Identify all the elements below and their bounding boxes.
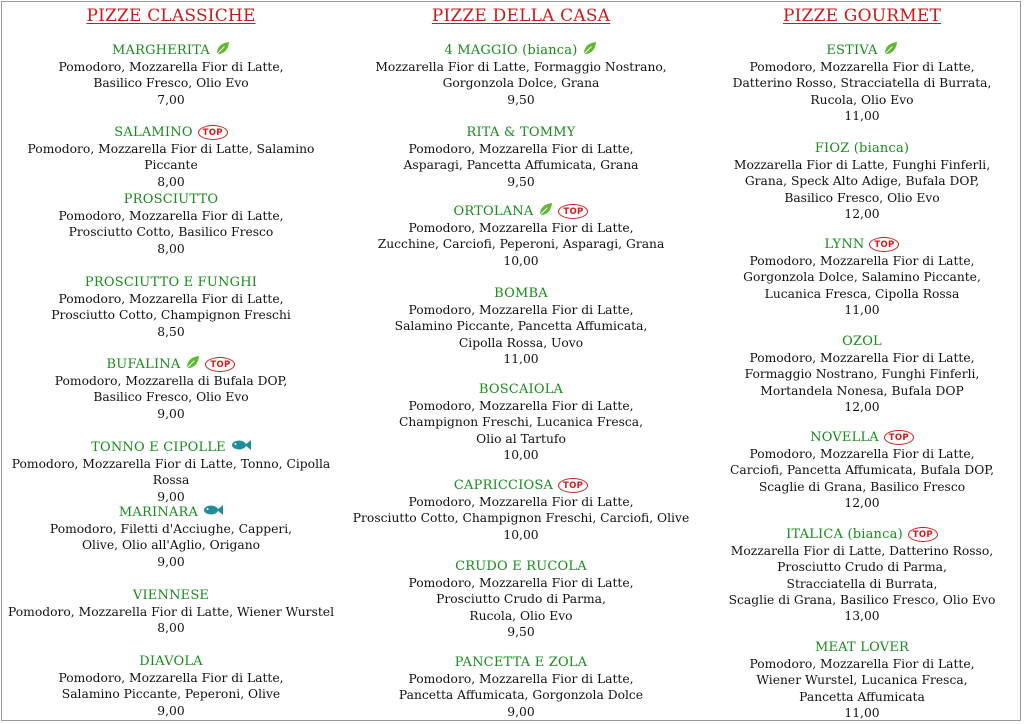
item-price: 9,00 — [157, 406, 185, 421]
item-name-row — [0, 274, 342, 291]
item-name-row — [346, 558, 696, 575]
item-ingredients: Pomodoro, Mozzarella Fior di Latte, — [749, 351, 975, 365]
item-ingredients: Pomodoro, Mozzarella Fior di Latte, — [408, 303, 634, 317]
top-badge: TOP — [205, 357, 235, 372]
item-name: FIOZ (bianca) — [814, 140, 910, 156]
item-name: OZOL — [842, 333, 882, 349]
item-name-row — [0, 191, 342, 208]
menu-item — [346, 558, 696, 640]
item-name-row — [0, 356, 342, 373]
menu-item — [346, 124, 696, 190]
item-price: 11,00 — [844, 302, 880, 317]
item-ingredients: Pancetta Affumicata, Gorgonzola Dolce — [398, 688, 644, 703]
item-ingredients: Grana, Speck Alto Adige, Bufala DOP, — [744, 174, 980, 189]
item-ingredients: Stracciatella di Burrata, — [786, 576, 938, 591]
item-name: MARGHERITA — [112, 42, 210, 58]
item-ingredients: Prosciutto Cotto, Champignon Freschi, Carciofi, Olive — [352, 511, 690, 526]
column-pizze-classiche — [0, 0, 342, 724]
item-name: CRUDO E RUCOLA — [455, 558, 587, 574]
item-price: 12,00 — [844, 495, 880, 510]
item-name: 4 MAGGIO (bianca) — [444, 42, 578, 58]
item-ingredients: Pomodoro, Mozzarella Fior di Latte, — [408, 399, 634, 413]
menu-item — [346, 381, 696, 463]
item-price: 11,00 — [844, 108, 880, 123]
item-ingredients: Pomodoro, Filetti d'Acciughe, Capperi, — [49, 522, 293, 536]
top-badge: TOP — [908, 527, 938, 542]
item-name: MEAT LOVER — [814, 639, 909, 655]
item-price: 10,00 — [503, 447, 539, 462]
item-ingredients: Zucchine, Carciofi, Peperoni, Asparagi, Grana — [377, 237, 665, 252]
item-ingredients: Lucanica Fresca, Cipolla Rossa — [764, 286, 960, 301]
column-title: PIZZE GOURMET — [783, 6, 941, 26]
item-price: 9,00 — [157, 554, 185, 569]
item-name: MARINARA — [118, 504, 199, 520]
item-ingredients: Olio al Tartufo — [476, 431, 566, 446]
item-name-row — [700, 333, 1024, 350]
item-ingredients: Pancetta Affumicata — [799, 689, 925, 704]
item-ingredients: Scaglie di Grana, Basilico Fresco, Olio Evo — [728, 592, 996, 607]
item-name-row — [700, 639, 1024, 656]
item-ingredients: Salamino Piccante, Peperoni, Olive — [61, 687, 281, 702]
item-ingredients: Pomodoro, Mozzarella Fior di Latte, — [408, 221, 634, 235]
item-ingredients: Pomodoro, Mozzarella di Bufala DOP, — [54, 374, 288, 388]
menu-item — [346, 285, 696, 367]
item-ingredients: Pomodoro, Mozzarella Fior di Latte, — [58, 671, 284, 685]
item-ingredients: Pomodoro, Mozzarella Fior di Latte, — [408, 142, 634, 156]
menu-item — [700, 429, 1024, 511]
menu-item — [700, 333, 1024, 415]
item-name: RITA & TOMMY — [466, 124, 576, 140]
menu-item — [700, 526, 1024, 624]
item-ingredients: Pomodoro, Mozzarella Fior di Latte, Wiener Wurstel — [7, 605, 335, 619]
item-name-row — [346, 285, 696, 302]
item-ingredients: Prosciutto Crudo di Parma, — [436, 592, 606, 607]
menu-item — [700, 140, 1024, 222]
menu-item — [346, 42, 696, 108]
item-price: 12,00 — [844, 206, 880, 221]
item-name-row — [0, 504, 342, 521]
menu-item — [0, 439, 342, 505]
item-ingredients: Gorgonzola Dolce, Grana — [442, 76, 600, 91]
item-price: 9,00 — [157, 489, 185, 504]
item-name-row — [700, 236, 1024, 253]
item-ingredients: Asparagi, Pancetta Affumicata, Grana — [403, 158, 639, 173]
menu-item — [700, 639, 1024, 721]
item-ingredients: Pomodoro, Mozzarella Fior di Latte, — [58, 209, 284, 223]
item-name: BOMBA — [494, 285, 548, 301]
menu-item — [0, 124, 342, 190]
menu-item — [700, 42, 1024, 124]
item-ingredients: Scaglie di Grana, Basilico Fresco — [758, 479, 966, 494]
item-name-row — [0, 653, 342, 670]
item-ingredients: Rucola, Olio Evo — [810, 92, 914, 107]
item-price: 9,50 — [507, 174, 535, 189]
item-price: 8,50 — [157, 324, 185, 339]
column-title: PIZZE DELLA CASA — [431, 6, 611, 26]
item-ingredients: Pomodoro, Mozzarella Fior di Latte, — [58, 292, 284, 306]
leaf-icon — [185, 355, 200, 375]
item-price: 10,00 — [503, 253, 539, 268]
item-price: 7,00 — [157, 92, 185, 107]
item-price: 8,00 — [157, 621, 185, 636]
top-badge: TOP — [198, 125, 228, 140]
column-title: PIZZE CLASSICHE — [86, 6, 256, 26]
column-pizze-gourmet — [700, 0, 1024, 724]
fish-icon — [203, 504, 223, 521]
item-price: 12,00 — [844, 399, 880, 414]
item-name: NOVELLA — [810, 429, 879, 445]
leaf-icon — [582, 41, 597, 61]
item-name: PANCETTA E ZOLA — [454, 654, 588, 670]
menu-item — [346, 477, 696, 543]
item-name: ESTIVA — [826, 42, 878, 58]
item-price: 8,00 — [157, 241, 185, 256]
item-name-row — [346, 124, 696, 141]
item-name: BUFALINA — [106, 356, 181, 372]
item-name: ITALICA (bianca) — [786, 526, 903, 542]
item-name: SALAMINO — [114, 124, 193, 140]
item-ingredients: Pomodoro, Mozzarella Fior di Latte, — [408, 672, 634, 686]
item-ingredients: Gorgonzola Dolce, Salamino Piccante, — [743, 270, 981, 285]
item-name-row — [346, 203, 696, 220]
item-ingredients: Pomodoro, Mozzarella Fior di Latte, — [749, 447, 975, 461]
item-name-row — [700, 140, 1024, 157]
item-ingredients: Pomodoro, Mozzarella Fior di Latte, Tonno, Cipolla Rossa — [11, 457, 331, 488]
item-ingredients: Pomodoro, Mozzarella Fior di Latte, — [58, 60, 284, 74]
item-ingredients: Pomodoro, Mozzarella Fior di Latte, — [749, 657, 975, 671]
leaf-icon — [538, 202, 553, 222]
item-price: 11,00 — [844, 705, 880, 720]
menu-item — [0, 653, 342, 719]
item-price: 9,50 — [507, 92, 535, 107]
item-name: VIENNESE — [132, 587, 210, 603]
item-ingredients: Wiener Wurstel, Lucanica Fresca, — [756, 673, 968, 688]
item-name: DIAVOLA — [139, 653, 203, 669]
top-badge: TOP — [884, 430, 914, 445]
item-name: ORTOLANA — [453, 203, 534, 219]
item-name: LYNN — [824, 236, 865, 252]
item-name-row — [700, 526, 1024, 543]
item-name: BOSCAIOLA — [478, 381, 564, 397]
fish-icon — [231, 439, 251, 456]
item-price: 10,00 — [503, 527, 539, 542]
menu-item — [0, 504, 342, 570]
item-ingredients: Basilico Fresco, Olio Evo — [93, 76, 249, 91]
item-price: 8,00 — [157, 174, 185, 189]
top-badge: TOP — [558, 204, 588, 219]
menu-item — [0, 191, 342, 257]
leaf-icon — [883, 41, 898, 61]
item-ingredients: Datterino Rosso, Stracciatella di Burrata, — [732, 76, 992, 91]
item-price: 11,00 — [503, 351, 539, 366]
menu-item — [700, 236, 1024, 318]
menu-item — [346, 203, 696, 269]
item-name: PROSCIUTTO — [123, 191, 219, 207]
item-name-row — [0, 439, 342, 456]
item-price: 9,00 — [507, 704, 535, 719]
menu-item — [0, 356, 342, 422]
item-name-row — [346, 381, 696, 398]
item-ingredients: Pomodoro, Mozzarella Fior di Latte, — [749, 254, 975, 268]
top-badge: TOP — [869, 237, 899, 252]
item-name: PROSCIUTTO E FUNGHI — [84, 274, 258, 290]
item-name: CAPRICCIOSA — [453, 477, 554, 493]
item-ingredients: Salamino Piccante, Pancetta Affumicata, — [394, 319, 648, 334]
item-price: 9,00 — [157, 703, 185, 718]
item-name-row — [700, 429, 1024, 446]
item-ingredients: Mortandela Nonesa, Bufala DOP — [760, 383, 964, 398]
menu-item — [0, 274, 342, 340]
item-ingredients: Pomodoro, Mozzarella Fior di Latte, — [408, 495, 634, 509]
item-ingredients: Cipolla Rossa, Uovo — [458, 335, 584, 350]
item-price: 9,50 — [507, 624, 535, 639]
item-ingredients: Prosciutto Cotto, Champignon Freschi — [51, 308, 291, 323]
item-name: TONNO E CIPOLLE — [91, 439, 226, 455]
menu-item — [346, 654, 696, 720]
item-name-row — [0, 587, 342, 604]
item-ingredients: Prosciutto Cotto, Basilico Fresco — [68, 225, 274, 240]
item-name-row — [346, 42, 696, 59]
item-ingredients: Mozzarella Fior di Latte, Datterino Rosso, — [730, 544, 994, 558]
item-ingredients: Pomodoro, Mozzarella Fior di Latte, — [408, 576, 634, 590]
item-ingredients: Champignon Freschi, Lucanica Fresca, — [398, 415, 644, 430]
item-price: 13,00 — [844, 609, 880, 624]
item-ingredients: Carciofi, Pancetta Affumicata, Bufala DOP, — [730, 463, 994, 478]
item-ingredients: Prosciutto Crudo di Parma, — [777, 560, 947, 575]
item-ingredients: Olive, Olio all'Aglio, Origano — [81, 538, 261, 553]
item-name-row — [700, 42, 1024, 59]
item-ingredients: Formaggio Nostrano, Funghi Finferli, — [744, 367, 980, 382]
top-badge: TOP — [558, 478, 588, 493]
item-name-row — [0, 124, 342, 141]
item-ingredients: Pomodoro, Mozzarella Fior di Latte, Salamino Piccante — [27, 142, 315, 173]
menu-item — [0, 587, 342, 637]
item-ingredients: Mozzarella Fior di Latte, Funghi Finferli, — [733, 158, 991, 172]
item-name-row — [346, 477, 696, 494]
item-name-row — [346, 654, 696, 671]
menu-item — [0, 42, 342, 108]
item-ingredients: Basilico Fresco, Olio Evo — [784, 190, 940, 205]
item-ingredients: Mozzarella Fior di Latte, Formaggio Nostrano, — [375, 60, 667, 74]
item-ingredients: Rucola, Olio Evo — [469, 608, 573, 623]
item-ingredients: Pomodoro, Mozzarella Fior di Latte, — [749, 60, 975, 74]
item-name-row — [0, 42, 342, 59]
item-ingredients: Basilico Fresco, Olio Evo — [93, 390, 249, 405]
column-pizze-della-casa — [346, 0, 696, 724]
leaf-icon — [215, 41, 230, 61]
